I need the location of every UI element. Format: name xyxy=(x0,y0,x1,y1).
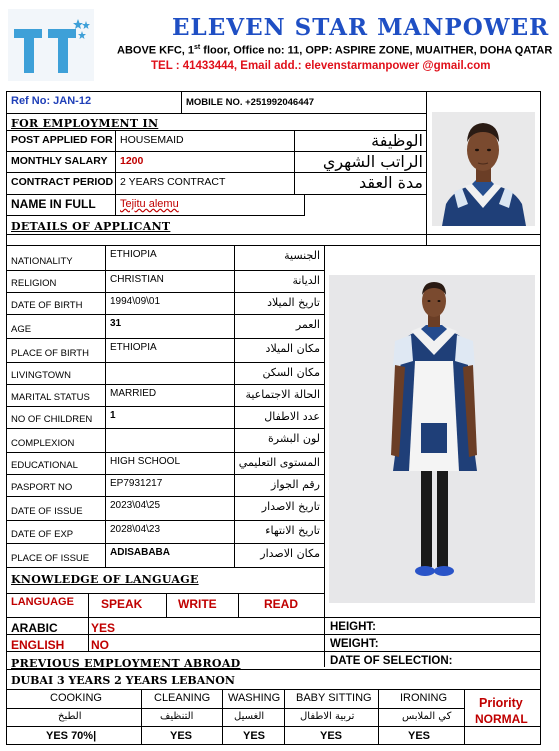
skill-ironing-arabic: كي الملابس xyxy=(402,711,452,722)
line xyxy=(6,634,541,635)
company-contact: TEL : 41433444, Email add.: elevenstarmanpower @gmail.com xyxy=(151,60,491,72)
line xyxy=(6,338,325,339)
line xyxy=(6,130,427,131)
detail-value: 1 xyxy=(110,410,116,421)
detail-arabic: مكان الميلاد xyxy=(265,342,320,355)
line xyxy=(378,689,379,745)
skill-cleaning-label: CLEANING xyxy=(154,692,211,704)
detail-arabic: تاريخ الاصدار xyxy=(261,500,320,513)
detail-arabic: الديانة xyxy=(292,274,320,287)
detail-arabic: الحالة الاجتماعية xyxy=(245,388,320,401)
line xyxy=(88,593,89,651)
line xyxy=(6,362,325,363)
frame-left xyxy=(6,91,7,745)
line xyxy=(324,245,325,667)
applicant-fullbody-photo xyxy=(329,275,535,603)
detail-label: PLACE OF ISSUE xyxy=(11,553,90,564)
line xyxy=(115,130,116,216)
post-value: HOUSEMAID xyxy=(120,134,184,146)
salary-label: MONTHLY SALARY xyxy=(11,155,108,167)
detail-label: PASPORT NO xyxy=(11,482,73,493)
line xyxy=(6,651,541,652)
selection-label: DATE OF SELECTION: xyxy=(330,655,453,667)
mobile-number: MOBILE NO. +251992046447 xyxy=(186,97,315,108)
english-value: NO xyxy=(91,638,109,652)
skill-cooking-arabic: الطبخ xyxy=(58,711,82,722)
line xyxy=(6,593,324,594)
english-label: ENGLISH xyxy=(11,638,65,652)
line xyxy=(6,234,541,235)
detail-value: CHRISTIAN xyxy=(110,274,164,285)
line xyxy=(6,496,325,497)
detail-label: MARITAL STATUS xyxy=(11,392,90,403)
detail-label: NATIONALITY xyxy=(11,256,73,267)
line xyxy=(6,452,325,453)
detail-arabic: تاريخ الميلاد xyxy=(267,296,320,309)
detail-arabic: مكان الاصدار xyxy=(260,547,320,560)
detail-value: HIGH SCHOOL xyxy=(110,456,181,467)
detail-arabic: تاريخ الانتهاء xyxy=(265,524,320,537)
line xyxy=(6,689,541,690)
line xyxy=(166,593,167,618)
line xyxy=(284,689,285,745)
contract-arabic: مدة العقد xyxy=(359,173,423,192)
employment-heading: FOR EMPLOYMENT IN xyxy=(11,117,159,130)
col-speak: SPEAK xyxy=(101,597,143,611)
skill-ironing-label: IRONING xyxy=(400,692,448,704)
detail-arabic: المستوى التعليمي xyxy=(238,456,320,469)
frame-right xyxy=(540,91,541,745)
previous-text: DUBAI 3 YEARS 2 YEARS LEBANON xyxy=(11,674,235,687)
previous-heading: PREVIOUS EMPLOYMENT ABROAD xyxy=(11,657,241,670)
skill-cleaning-value: YES xyxy=(170,730,193,742)
post-arabic: الوظيفة xyxy=(371,131,423,150)
line xyxy=(294,130,295,194)
line xyxy=(181,91,182,114)
line xyxy=(464,689,465,745)
fullname-label: NAME IN FULL xyxy=(11,197,96,211)
skill-babysitting-arabic: تربية الاطفال xyxy=(300,711,355,722)
detail-value: 2023\04\25 xyxy=(110,500,161,511)
skill-cooking-value: YES 70%| xyxy=(46,730,97,742)
applicant-portrait-photo xyxy=(432,112,535,226)
line xyxy=(6,314,325,315)
company-name: ELEVEN STAR MANPOWER xyxy=(172,14,550,41)
detail-label: DATE OF BIRTH xyxy=(11,300,83,311)
skill-washing-value: YES xyxy=(243,730,266,742)
line xyxy=(141,689,142,745)
detail-label: DATE OF EXP xyxy=(11,529,74,540)
line xyxy=(6,215,304,216)
company-address xyxy=(117,44,552,57)
skill-cooking-label: COOKING xyxy=(50,692,102,704)
detail-arabic: العمر xyxy=(295,318,320,331)
col-write: WRITE xyxy=(178,597,217,611)
language-heading: KNOWLEDGE OF LANGUAGE xyxy=(11,573,199,586)
line xyxy=(304,194,305,216)
detail-value: 1994\09\01 xyxy=(110,296,161,307)
detail-arabic: مكان السكن xyxy=(262,366,320,379)
priority-label: Priority xyxy=(479,696,523,710)
contract-value: 2 YEARS CONTRACT xyxy=(120,176,226,188)
line xyxy=(6,428,325,429)
detail-label: COMPLEXION xyxy=(11,438,75,449)
line xyxy=(6,543,325,544)
line xyxy=(6,708,464,709)
line xyxy=(6,292,325,293)
detail-arabic: عدد الاطفال xyxy=(264,410,320,423)
ref-number: Ref No: JAN-12 xyxy=(11,95,92,107)
detail-value: ADISABABA xyxy=(110,547,170,558)
skill-cleaning-arabic: التنظيف xyxy=(160,711,194,722)
salary-value: 1200 xyxy=(120,155,144,167)
skill-babysitting-label: BABY SITTING xyxy=(296,692,372,704)
priority-value: NORMAL xyxy=(475,712,528,726)
detail-value: 2028\04\23 xyxy=(110,524,161,535)
line xyxy=(6,194,427,195)
line xyxy=(6,384,325,385)
detail-label: LIVINGTOWN xyxy=(11,370,71,381)
line xyxy=(6,270,325,271)
detail-value: ETHIOPIA xyxy=(110,249,157,260)
address-suffix: floor, Office no: 11, OPP: ASPIRE ZONE, MUAITHER, DOHA QATAR xyxy=(200,44,553,57)
col-language: LANGUAGE xyxy=(11,596,74,608)
company-logo xyxy=(8,9,94,81)
details-heading: DETAILS OF APPLICANT xyxy=(11,220,171,233)
contract-label: CONTRACT PERIOD xyxy=(11,176,114,188)
arabic-label: ARABIC xyxy=(11,621,58,635)
line xyxy=(6,113,427,114)
detail-value: EP7931217 xyxy=(110,478,163,489)
line xyxy=(222,689,223,745)
detail-label: NO OF CHILDREN xyxy=(11,414,93,425)
address-sup: st xyxy=(194,44,201,51)
height-label: HEIGHT: xyxy=(330,621,376,633)
detail-label: RELIGION xyxy=(11,278,57,289)
line xyxy=(6,406,325,407)
salary-arabic: الراتب الشهري xyxy=(322,152,423,171)
line xyxy=(6,726,541,727)
post-label: POST APPLIED FOR xyxy=(11,134,113,146)
detail-label: PLACE OF BIRTH xyxy=(11,348,89,359)
weight-label: WEIGHT: xyxy=(330,638,379,650)
detail-label: AGE xyxy=(11,324,32,335)
skill-washing-label: WASHING xyxy=(228,692,281,704)
line xyxy=(6,520,325,521)
detail-label: EDUCATIONAL xyxy=(11,460,78,471)
line xyxy=(6,245,541,246)
detail-value: MARRIED xyxy=(110,388,157,399)
skill-babysitting-value: YES xyxy=(320,730,343,742)
detail-value: 31 xyxy=(110,318,122,329)
detail-arabic: الجنسية xyxy=(284,249,320,262)
line xyxy=(6,474,325,475)
detail-arabic: لون البشرة xyxy=(268,432,320,445)
line xyxy=(238,593,239,618)
skill-ironing-value: YES xyxy=(408,730,431,742)
address-prefix: ABOVE KFC, 1 xyxy=(117,44,195,57)
col-read: READ xyxy=(264,597,299,611)
line xyxy=(6,567,324,568)
skill-washing-arabic: الغسيل xyxy=(234,711,265,722)
frame-bottom xyxy=(6,744,541,745)
detail-label: DATE OF ISSUE xyxy=(11,506,83,517)
detail-value: ETHIOPIA xyxy=(110,342,157,353)
line xyxy=(6,617,541,618)
arabic-value: YES xyxy=(91,621,116,635)
detail-arabic: رقم الجواز xyxy=(271,478,320,491)
line xyxy=(426,91,427,245)
fullname-value: Tejitu alemu xyxy=(120,198,179,210)
frame-top xyxy=(6,91,541,92)
